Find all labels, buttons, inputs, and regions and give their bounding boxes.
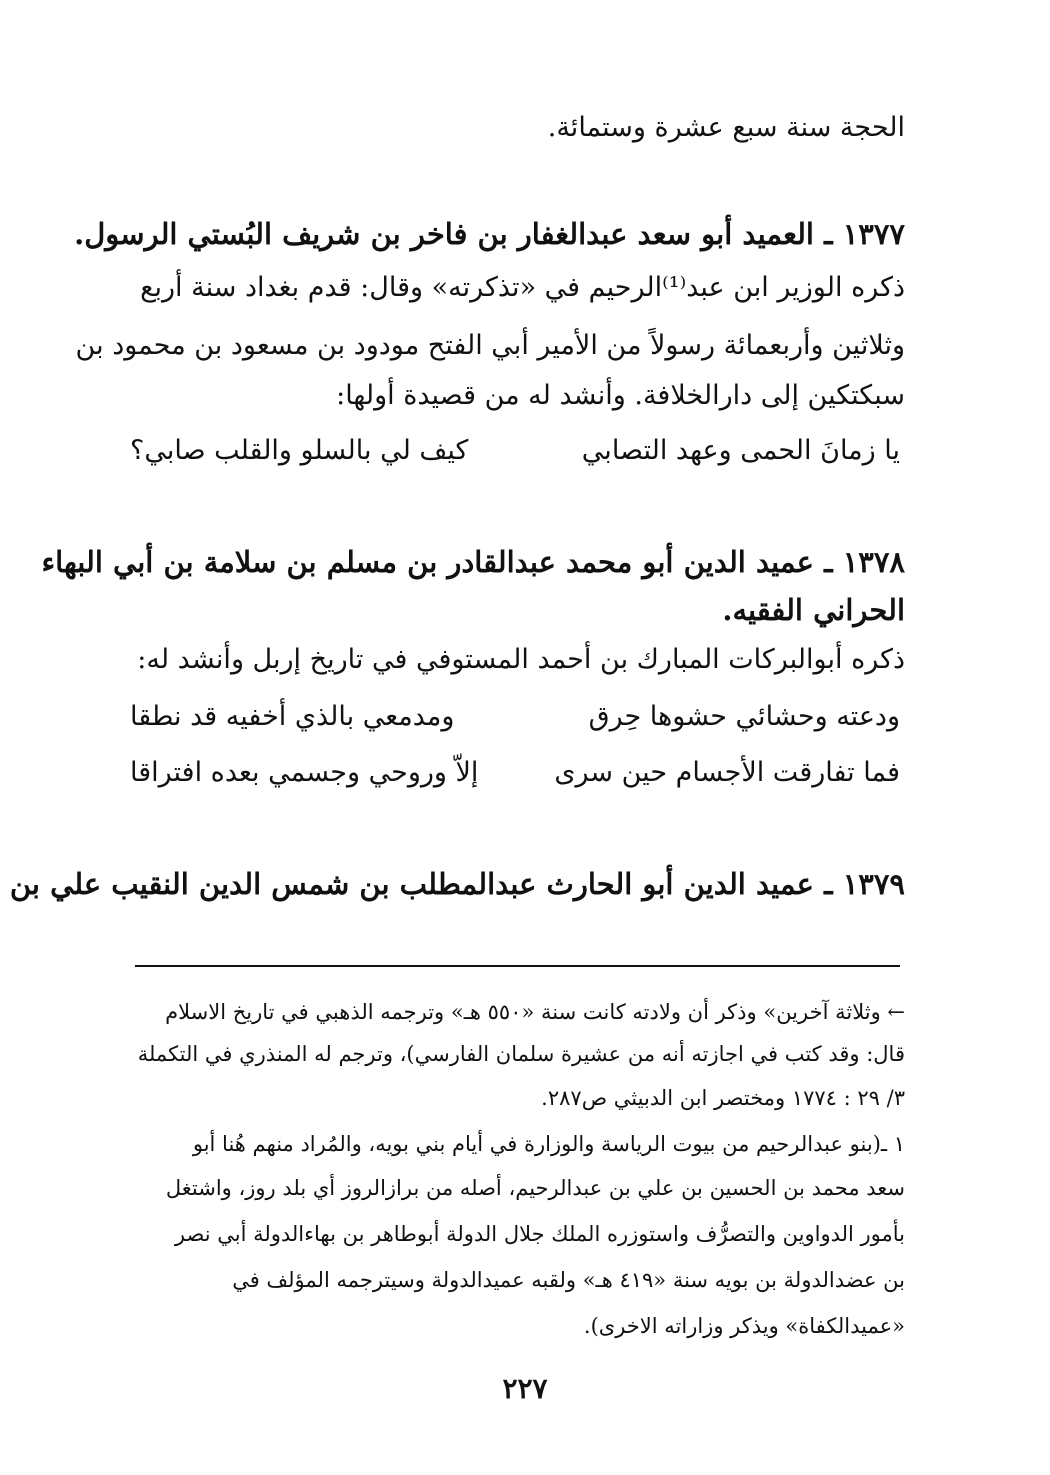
- entry-1379-heading: ١٣٧٩ ـ عميد الدين أبو الحارث عبدالمطلب بن شمس الدين النقيب علي بن: [9, 867, 905, 901]
- footnote-continuation-line-3: ٣/ ٢٩ : ١٧٧٤ ومختصر ابن الدبيثي ص٢٨٧.: [541, 1086, 905, 1110]
- verse-first-hemistich: يا زمانَ الحمى وعهد التصابي: [581, 435, 900, 466]
- entry-1378-heading-line-1: ١٣٧٨ ـ عميد الدين أبو محمد عبدالقادر بن مسلم بن سلامة بن أبي البهاء: [41, 545, 905, 579]
- footnote-1-line-3: بأمور الدواوين والتصرُّف واستوزره الملك جلال الدولة أبوطاهر بن بهاءالدولة أبي نصر: [174, 1222, 905, 1246]
- footnote-continuation-line-2: قال: وقد كتب في اجازته أنه من عشيرة سلمان الفارسي)، وترجم له المنذري في التكملة: [137, 1042, 905, 1066]
- footnote-1-line-1: ١ ـ(بنو عبدالرحيم من بيوت الرياسة والوزارة في أيام بني بويه، والمُراد منهم هُنا أبو: [192, 1132, 905, 1156]
- footnote-1-line-5: «عميدالكفاة» ويذكر وزاراته الاخرى).: [583, 1314, 905, 1338]
- footnote-1-line-2: سعد محمد بن الحسين بن علي بن عبدالرحيم، أصله من برازالروز أي بلد روز، واشتغل: [165, 1176, 905, 1200]
- entry-1378-verse-1: [130, 696, 900, 738]
- verse-first-hemistich: فما تفارقت الأجسام حين سرى: [554, 757, 900, 788]
- entry-1378-verse-2: [130, 752, 900, 794]
- verse-first-hemistich: ودعته وحشائي حشوها حِرق: [588, 701, 900, 732]
- entry-1377-text-line-1: ذكره الوزير ابن عبد⁽¹⁾الرحيم في «تذكرته» وقال: قدم بغداد سنة أربع: [140, 272, 905, 303]
- entry-1377-heading: ١٣٧٧ ـ العميد أبو سعد عبدالغفار بن فاخر بن شريف البُستي الرسول.: [74, 217, 905, 251]
- entry-1377-text-line-3: سبكتكين إلى دارالخلافة. وأنشد له من قصيدة أولها:: [336, 380, 905, 411]
- entry-1377-text-line-2: وثلاثين وأربعمائة رسولاً من الأمير أبي الفتح مودود بن مسعود بن محمود بن: [75, 330, 905, 361]
- footnote-continuation-line-1: ← وثلاثة آخرين» وذكر أن ولادته كانت سنة «٥٥٠ هـ» وترجمه الذهبي في تاريخ الاسلام: [165, 1000, 905, 1024]
- footnote-separator: [135, 965, 900, 967]
- verse-second-hemistich: إلاّ وروحي وجسمي بعده افتراقا: [130, 757, 479, 788]
- page-number: ٢٢٧: [502, 1372, 548, 1405]
- entry-1378-heading-line-2: الحراني الفقيه.: [722, 593, 905, 627]
- entry-1378-text-line-1: ذكره أبوالبركات المبارك بن أحمد المستوفي في تاريخ إربل وأنشد له:: [137, 644, 905, 675]
- continuation-line: الحجة سنة سبع عشرة وستمائة.: [547, 112, 905, 143]
- entry-1377-verse-1: [130, 430, 900, 472]
- verse-second-hemistich: ومدمعي بالذي أخفيه قد نطقا: [130, 701, 455, 732]
- verse-second-hemistich: كيف لي بالسلو والقلب صابي؟: [130, 435, 469, 466]
- footnote-1-line-4: بن عضدالدولة بن بويه سنة «٤١٩ هـ» ولقبه عميدالدولة وسيترجمه المؤلف في: [232, 1268, 905, 1292]
